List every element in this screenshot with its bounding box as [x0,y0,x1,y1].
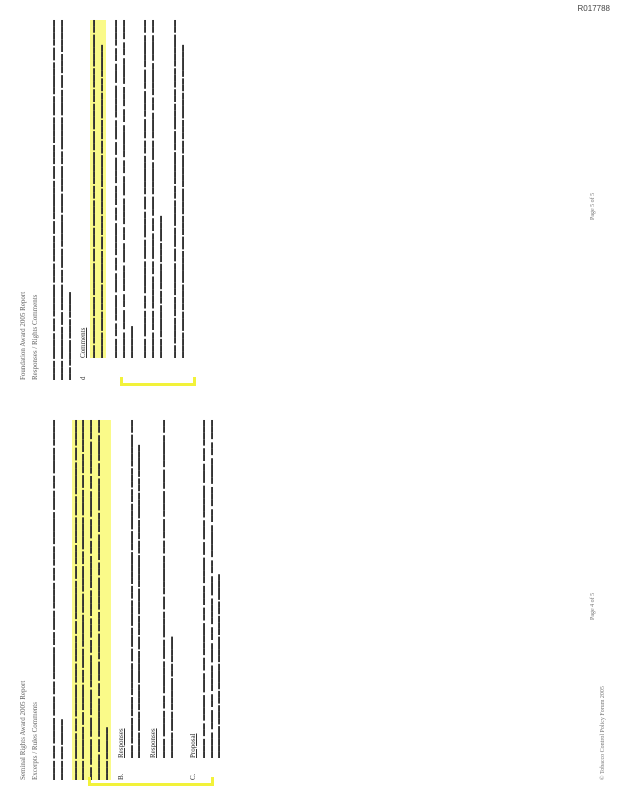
left-footer: © Tobacco Control Policy Forum 2005 [600,686,606,780]
right-body [50,20,199,380]
left-paragraph: ▬▬▬ ▬▬ ▬▬▬▬ ▬▬▬ ▬▬ ▬▬▬▬▬ ▬▬ ▬▬▬ ▬▬▬▬ ▬▬ ▬▬▬ ▬▬▬▬▬ ▬▬▬ ▬▬ ▬▬▬▬ ▬▬▬▬ ▬▬▬ ▬▬ ▬▬▬▬ [50,420,65,780]
left-paragraph: ▬▬▬ ▬▬ ▬▬▬▬ ▬▬▬ ▬▬ ▬▬▬▬▬ ▬▬ ▬▬▬ ▬▬▬▬ ▬▬ ▬▬▬ ▬▬▬▬▬ ▬▬▬ ▬▬ ▬▬▬▬ ▬▬▬▬ ▬▬▬ ▬▬ ▬▬▬▬ ▬▬▬ ▬▬ ▬▬▬▬ ▬▬▬ ▬▬ ▬▬▬▬▬ ▬▬ ▬▬▬ ▬▬▬▬ ▬▬ ▬▬▬ ▬▬▬▬▬ ▬▬▬ ▬▬ ▬▬▬▬ ▬▬▬▬ ▬▬▬ ▬▬ ▬▬▬▬ [199,420,223,758]
highlight-bracket [88,777,214,786]
right-page-number: Page 5 of 5 [590,192,596,220]
right-paragraph: ▬▬▬ ▬▬▬▬ ▬▬ ▬▬▬▬▬ ▬▬▬ ▬▬▬▬ ▬▬ ▬▬▬▬▬▬ ▬▬ ▬▬▬ ▬▬▬▬ ▬▬▬ ▬▬▬▬▬ ▬▬ ▬▬▬▬ ▬▬▬ ▬▬▬▬▬ ▬▬ ▬▬▬▬ ▬▬ ▬▬▬ ▬▬▬▬▬ ▬▬▬ ▬▬▬▬ ▬▬ ▬▬▬▬▬ ▬▬▬▬ ▬▬ ▬▬▬ ▬▬▬▬▬ ▬▬ ▬▬▬▬ ▬▬▬ ▬▬▬▬ [141,20,164,358]
right-header-title: Foundation Award 2005 Report [19,291,27,380]
item-marker: C. [188,773,197,780]
rotated-sheet [10,10,610,790]
left-item-c [189,420,229,780]
item-marker: d [79,376,88,380]
left-item-b [117,420,182,780]
section-label: Responses [149,728,158,758]
left-page-number: Page 4 of 5 [590,592,596,620]
left-header-title: Seminal Rights Award 2005 Report [19,680,27,780]
right-highlighted-paragraph: ▬▬ ▬▬▬▬ ▬▬▬ ▬▬▬▬▬ ▬▬ ▬▬▬ ▬▬▬▬ ▬▬ ▬▬▬▬▬ ▬▬▬ ▬▬▬▬ ▬▬ ▬▬▬ ▬▬▬▬▬ ▬▬ ▬▬▬▬ ▬▬▬ ▬▬▬▬ ▬▬▬▬▬ ▬▬ ▬▬▬ ▬▬▬▬ ▬▬▬▬▬ ▬▬ ▬▬▬ ▬▬▬▬ ▬▬ ▬▬▬▬▬ [90,20,106,358]
left-paragraph: ▬▬▬ ▬▬▬▬ ▬▬ ▬▬▬▬▬ ▬▬▬ ▬▬▬▬ ▬▬ ▬▬▬▬▬▬ ▬▬ ▬▬▬ ▬▬▬▬ ▬▬▬ ▬▬▬▬▬ ▬▬ ▬▬▬▬ ▬▬▬ ▬▬▬▬▬ ▬▬ ▬▬▬▬ [160,420,175,758]
right-paragraph: ▬▬▬ ▬▬ ▬▬▬▬ ▬▬▬ ▬▬ ▬▬▬▬▬ ▬▬ ▬▬▬ ▬▬▬▬ ▬▬ ▬▬▬ ▬▬▬▬▬ ▬▬▬ ▬▬ ▬▬▬▬ ▬▬▬▬ ▬▬▬ ▬▬ ▬▬▬▬ ▬▬▬ ▬▬ ▬▬▬▬ ▬▬▬ ▬▬ ▬▬▬▬▬ ▬▬ ▬▬▬ ▬▬▬▬ ▬▬ ▬▬▬ ▬▬▬▬▬ [111,20,135,358]
left-paragraph: ▬▬ ▬▬▬▬ ▬▬▬ ▬▬▬▬▬ ▬▬ ▬▬▬ ▬▬▬▬ ▬▬ ▬▬▬▬▬ ▬▬▬ ▬▬▬▬ ▬▬ ▬▬▬ ▬▬▬▬▬ ▬▬ ▬▬▬▬ ▬▬▬ ▬▬▬▬ ▬▬▬▬▬ ▬▬ ▬▬▬ ▬▬▬▬ ▬▬▬▬▬ ▬▬ ▬▬▬ ▬▬▬▬ ▬▬ ▬▬▬▬▬ [127,420,143,758]
right-page [10,10,610,390]
document-id: R017788 [577,4,610,13]
right-item-d [79,20,192,380]
section-label: Comments [79,327,88,358]
right-header-subtitle: Responses / Rights Comments [31,294,39,380]
item-marker: B. [116,773,125,780]
left-header-subtitle: Excerpts / Rules Comments [31,702,39,780]
right-paragraph: ▬▬▬ ▬▬▬▬ ▬▬ ▬▬▬▬▬ ▬▬▬ ▬▬▬▬ ▬▬ ▬▬▬▬▬▬ ▬▬ ▬▬▬ ▬▬▬▬ ▬▬▬ ▬▬▬▬▬ ▬▬ ▬▬▬▬ ▬▬▬ ▬▬▬▬▬ ▬▬ ▬▬▬▬ ▬▬ ▬▬▬ ▬▬▬▬▬ ▬▬▬ ▬▬▬▬ ▬▬ ▬▬▬▬▬ ▬▬▬▬ ▬▬ ▬▬▬ ▬▬▬▬▬ ▬▬ ▬▬▬▬ ▬▬▬ ▬▬▬▬ [50,20,73,380]
highlight-bracket [120,377,196,386]
section-label: Proposal [188,733,197,758]
left-highlighted-paragraph: ▬▬▬ ▬▬▬▬ ▬▬ ▬▬▬▬▬ ▬▬▬ ▬▬▬▬ ▬▬ ▬▬▬▬▬▬ ▬▬ ▬▬▬ ▬▬▬▬ ▬▬▬ ▬▬▬▬▬ ▬▬ ▬▬▬▬ ▬▬▬ ▬▬▬▬▬ ▬▬ ▬▬▬▬ ▬▬ ▬▬▬ ▬▬▬▬▬ ▬▬▬ ▬▬▬▬ ▬▬ ▬▬▬▬▬ ▬▬▬▬ ▬▬ ▬▬▬ ▬▬▬▬▬ ▬▬ ▬▬▬▬ ▬▬▬ ▬▬▬▬ ▬▬▬▬▬ ▬▬ ▬▬▬ ▬▬▬▬ ▬▬▬▬▬ ▬▬ ▬▬▬ ▬▬▬▬ ▬▬ ▬▬▬▬▬ ▬▬▬ ▬▬▬▬ ▬▬ ▬▬▬▬▬▬ ▬▬ ▬▬▬ ▬▬▬▬ ▬▬▬ ▬▬▬▬▬ ▬▬ ▬▬▬▬ ▬▬▬ ▬▬▬▬▬ ▬▬ ▬▬▬▬ ▬▬ ▬▬▬ ▬▬▬▬▬ [71,420,110,780]
right-paragraph: ▬▬ ▬▬▬▬ ▬▬▬ ▬▬▬▬▬ ▬▬ ▬▬▬ ▬▬▬▬ ▬▬ ▬▬▬▬▬ ▬▬▬ ▬▬▬▬ ▬▬ ▬▬▬ ▬▬▬▬▬ ▬▬ ▬▬▬▬ ▬▬▬ ▬▬▬▬ ▬▬▬▬▬ ▬▬ ▬▬▬ ▬▬▬▬ ▬▬▬▬▬ ▬▬ ▬▬▬ ▬▬▬▬ ▬▬ ▬▬▬▬▬ [170,20,186,358]
left-body [50,420,236,780]
section-label: Responses [116,728,125,758]
left-page [10,410,610,790]
